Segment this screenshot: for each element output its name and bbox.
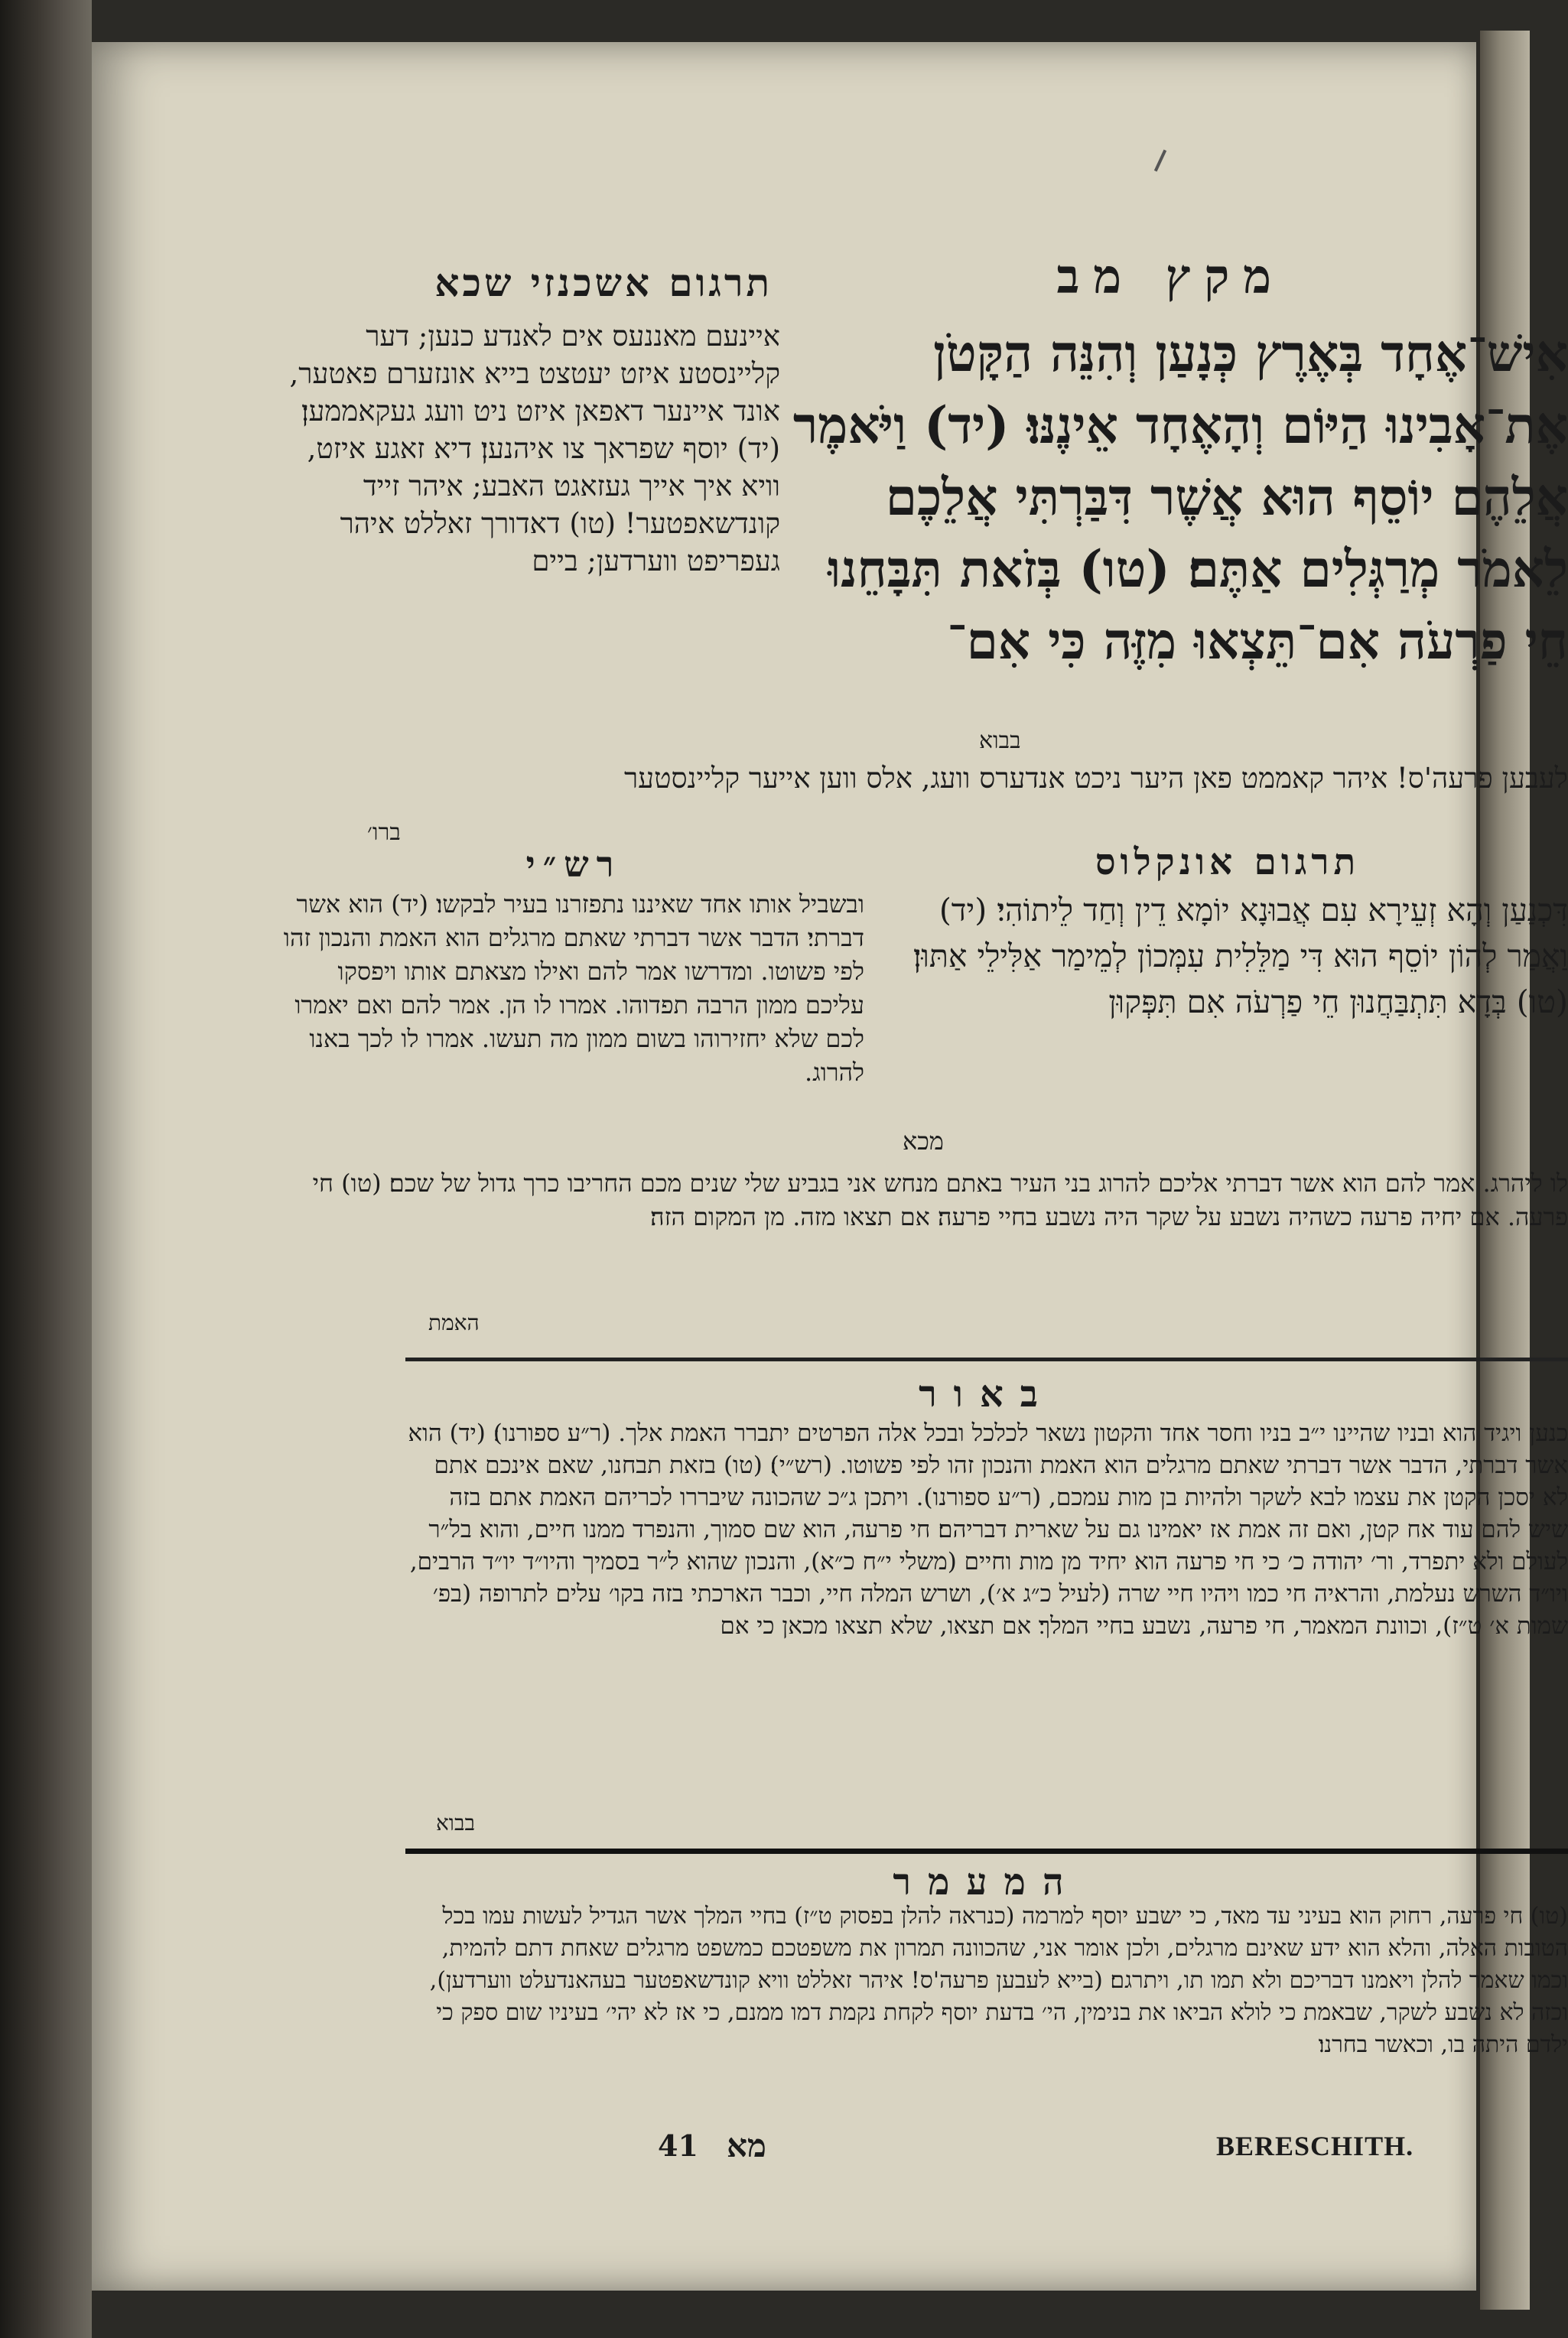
yiddish-catchword: ברו׳ [367,819,401,846]
book-page [92,42,1568,2291]
biur-title: באור [919,1373,1055,1416]
biur-catchword: בבוא [436,1810,475,1836]
targum-ashkenazi-title: תרגום אשכנזי שכא [434,260,773,305]
rashi-text-continuation: לו ליהרג. אמר להם הוא אשר דברתי אליכם להרוג בני העיר באתם מנחש אני בגביע שלי שנים מכם החריבו כרך גדול של שכם׃ (טו) חי פרעה. אם יחיה פרעה כשהיה נשבע על שקר היה נשבע בחיי פרעה׃ אם תצאו מזה. מן המקום הזה׃ [312,1169,1568,1231]
parsha-header: מקץ מב [1056,249,1285,304]
section-divider-heavy [405,1849,1568,1854]
rashi-catchword: האמת [428,1310,480,1335]
yiddish-translation-column: איינעם מאננעס אים לאנדע כנען; דער קליינסטע איזט יעטצט בייא אונזערם פאטער, אונד איינער דאפאן איזט ניט וועג געקאממען׃ (יד) יוסף שפראך צו איהנען׃ דיא זאגע איזט, וויא איך אייך געזאגט האבע; איהר זייד קונדשאפטער! (טו) דאדורך זאללט איהר געפריפט ווערדען; ביים [289,320,780,577]
yiddish-translation-continuation: לעבען פרעה'ס! איהר קאממט פאן היער ניכט אנדערס וועג, אלס ווען אייער קליינסטער [624,762,1568,795]
onkelos-catchword: מכא [903,1127,944,1156]
section-divider [405,1358,1568,1361]
hebrew-catchword: בבוא [979,727,1021,754]
hebrew-page-number: מא [727,2127,766,2164]
book-name: BERESCHITH. [1216,2131,1414,2161]
rashi-title: רש״י [525,844,622,885]
book-binding-edge [0,0,92,2338]
meamar-text: (טו) חי פרעה, רחוק הוא בעיני עד מאד, כי ישבע יוסף למרמה (כנראה להלן בפסוק ט״ז) בחיי המלך אשר הגדיל לעשות עמו בכל הטובות האלה, והלא הוא ידע שאינם מרגלים, ולכן אומר אני, שהכוונה תמרון את משפטכם כמשפט מרגלים שאחת דתם להמית, וכמו שאמר להלן ויאמנו דבריכם ולא תמו תו, ויתרגם׃ (בייא לעבען פרעה'ס! איהר זאללט וויא קונדשאפטער בעהאנדעלט ווערדען), וכזה לא נשבע לשקר, שבאמת כי לולא הביאו את בנימין, הי׳ בדעת יוסף לקחת נקמת דמו ממנם, כי אז לא יהי׳ בעיניו שום ספק כי ילדם היתה בו, וכאשר בחרנו׃ [429,1903,1568,2058]
biur-text: כנען ויגיד הוא ובניו שהיינו י״ב בניו וחסר אחד והקטון נשאר לכלכל ובכל אלה הפרטים יתברר האמת אלך. (ר״ע ספורנו)׃ (יד) הוא אשר דברתי, הדבר אשר דברתי שאתם מרגלים הוא האמת והנכון זהו לפי פשוטו. (רש״י)׃ (טו) בזאת תבחנו, שאם אינכם אתם לא יסכן הקטן את עצמו לבא לשקר ולהיות בן מות עמכם, (ר״ע ספורנו). ויתכן ג״כ שהכונה שיבררו לכריהם האמת אתם בזה שיש להם עוד אח קטן, ואם זה אמת אז יאמינו גם על שארית דבריהם׃ חי פרעה, הוא שם סמוך, והנפרד ממנו חיים, והוא בל״ר לעולם ולא יתפרד, ור׳ יהודה כ׳ כי חי פרעה הוא יחיד מן מות וחיים (משלי י״ח כ״א), והנכון שהוא ל״ר בסמיך והיו״ד יו״ד הרבים, ויו״ד השרש נעלמת, והראיה חי כמו ויהיו חיי שרה (לעיל כ״ג א׳), ושרש המלה חיי, וכבר הארכתי בזה בקו׳ עלים לתרופה (בפ׳ שמות א׳ ט״ז), וכוונת המאמר, חי פרעה, נשבע בחיי המלך׃ אם תצאו, שלא תצאו מכאן כי אם [408,1419,1568,1640]
page-number: 41 [658,2128,698,2163]
rashi-text: ובשביל אותו אחד שאיננו נתפזרנו בעיר לבקשו׃ (יד) הוא אשר דברתי׃ הדבר אשר דברתי שאתם מרגלים הוא האמת והנכון זהו לפי פשוטו. ומדרשו אמר להם ואילו מצאתם אותו ויפסקו עליכם ממון הרבה תפדוהו. אמרו לו הן. אמר להם ואם יאמרו לכם שלא יחזירוהו בשום ממון מה תעשו. אמרו לו לכך באנו להרוג. [283,889,864,1087]
onkelos-title: תרגום אונקלוס [1095,841,1361,883]
meamar-title: המעמר [893,1861,1081,1904]
onkelos-text: דִּכְנַעַן וְהָא זְעֵירָא עִם אֲבוּנָא יוֹמָא דֵין וְחַד לֵיתוֹהִי׃ (יד) וַאֲמַר לְהוֹן יוֹסֵף הוּא דִּי מַלֵּלִית עִמְּכוֹן לְמֵימַר אַלִּילֵי אַתּוּן׃ (טו) בְּדָא תִּתְבַּחֲנוּן חֵי פַרְעֹה אִם תִּפְּקוּן [912,892,1568,1020]
ink-mark [1154,150,1166,172]
hebrew-torah-text: אִישׁ־אֶחָד בְּאֶרֶץ כְּנָעַן וְהִנֵּה הַקָּטֹן אֶת־אָבִינוּ הַיּוֹם וְהָאֶחָד אֵינֶנּוּ׃ (יד) וַיֹּאמֶר אֲלֵהֶם יוֹסֵף הוּא אֲשֶׁר דִּבַּרְתִּי אֲלֵכֶם לֵאמֹר מְרַגְּלִים אַתֶּם׃ (טו) בְּזֹאת תִּבָּחֵנוּ חֵי פַרְעֹה אִם־תֵּצְאוּ מִזֶּה כִּי אִם־ [792,324,1568,671]
